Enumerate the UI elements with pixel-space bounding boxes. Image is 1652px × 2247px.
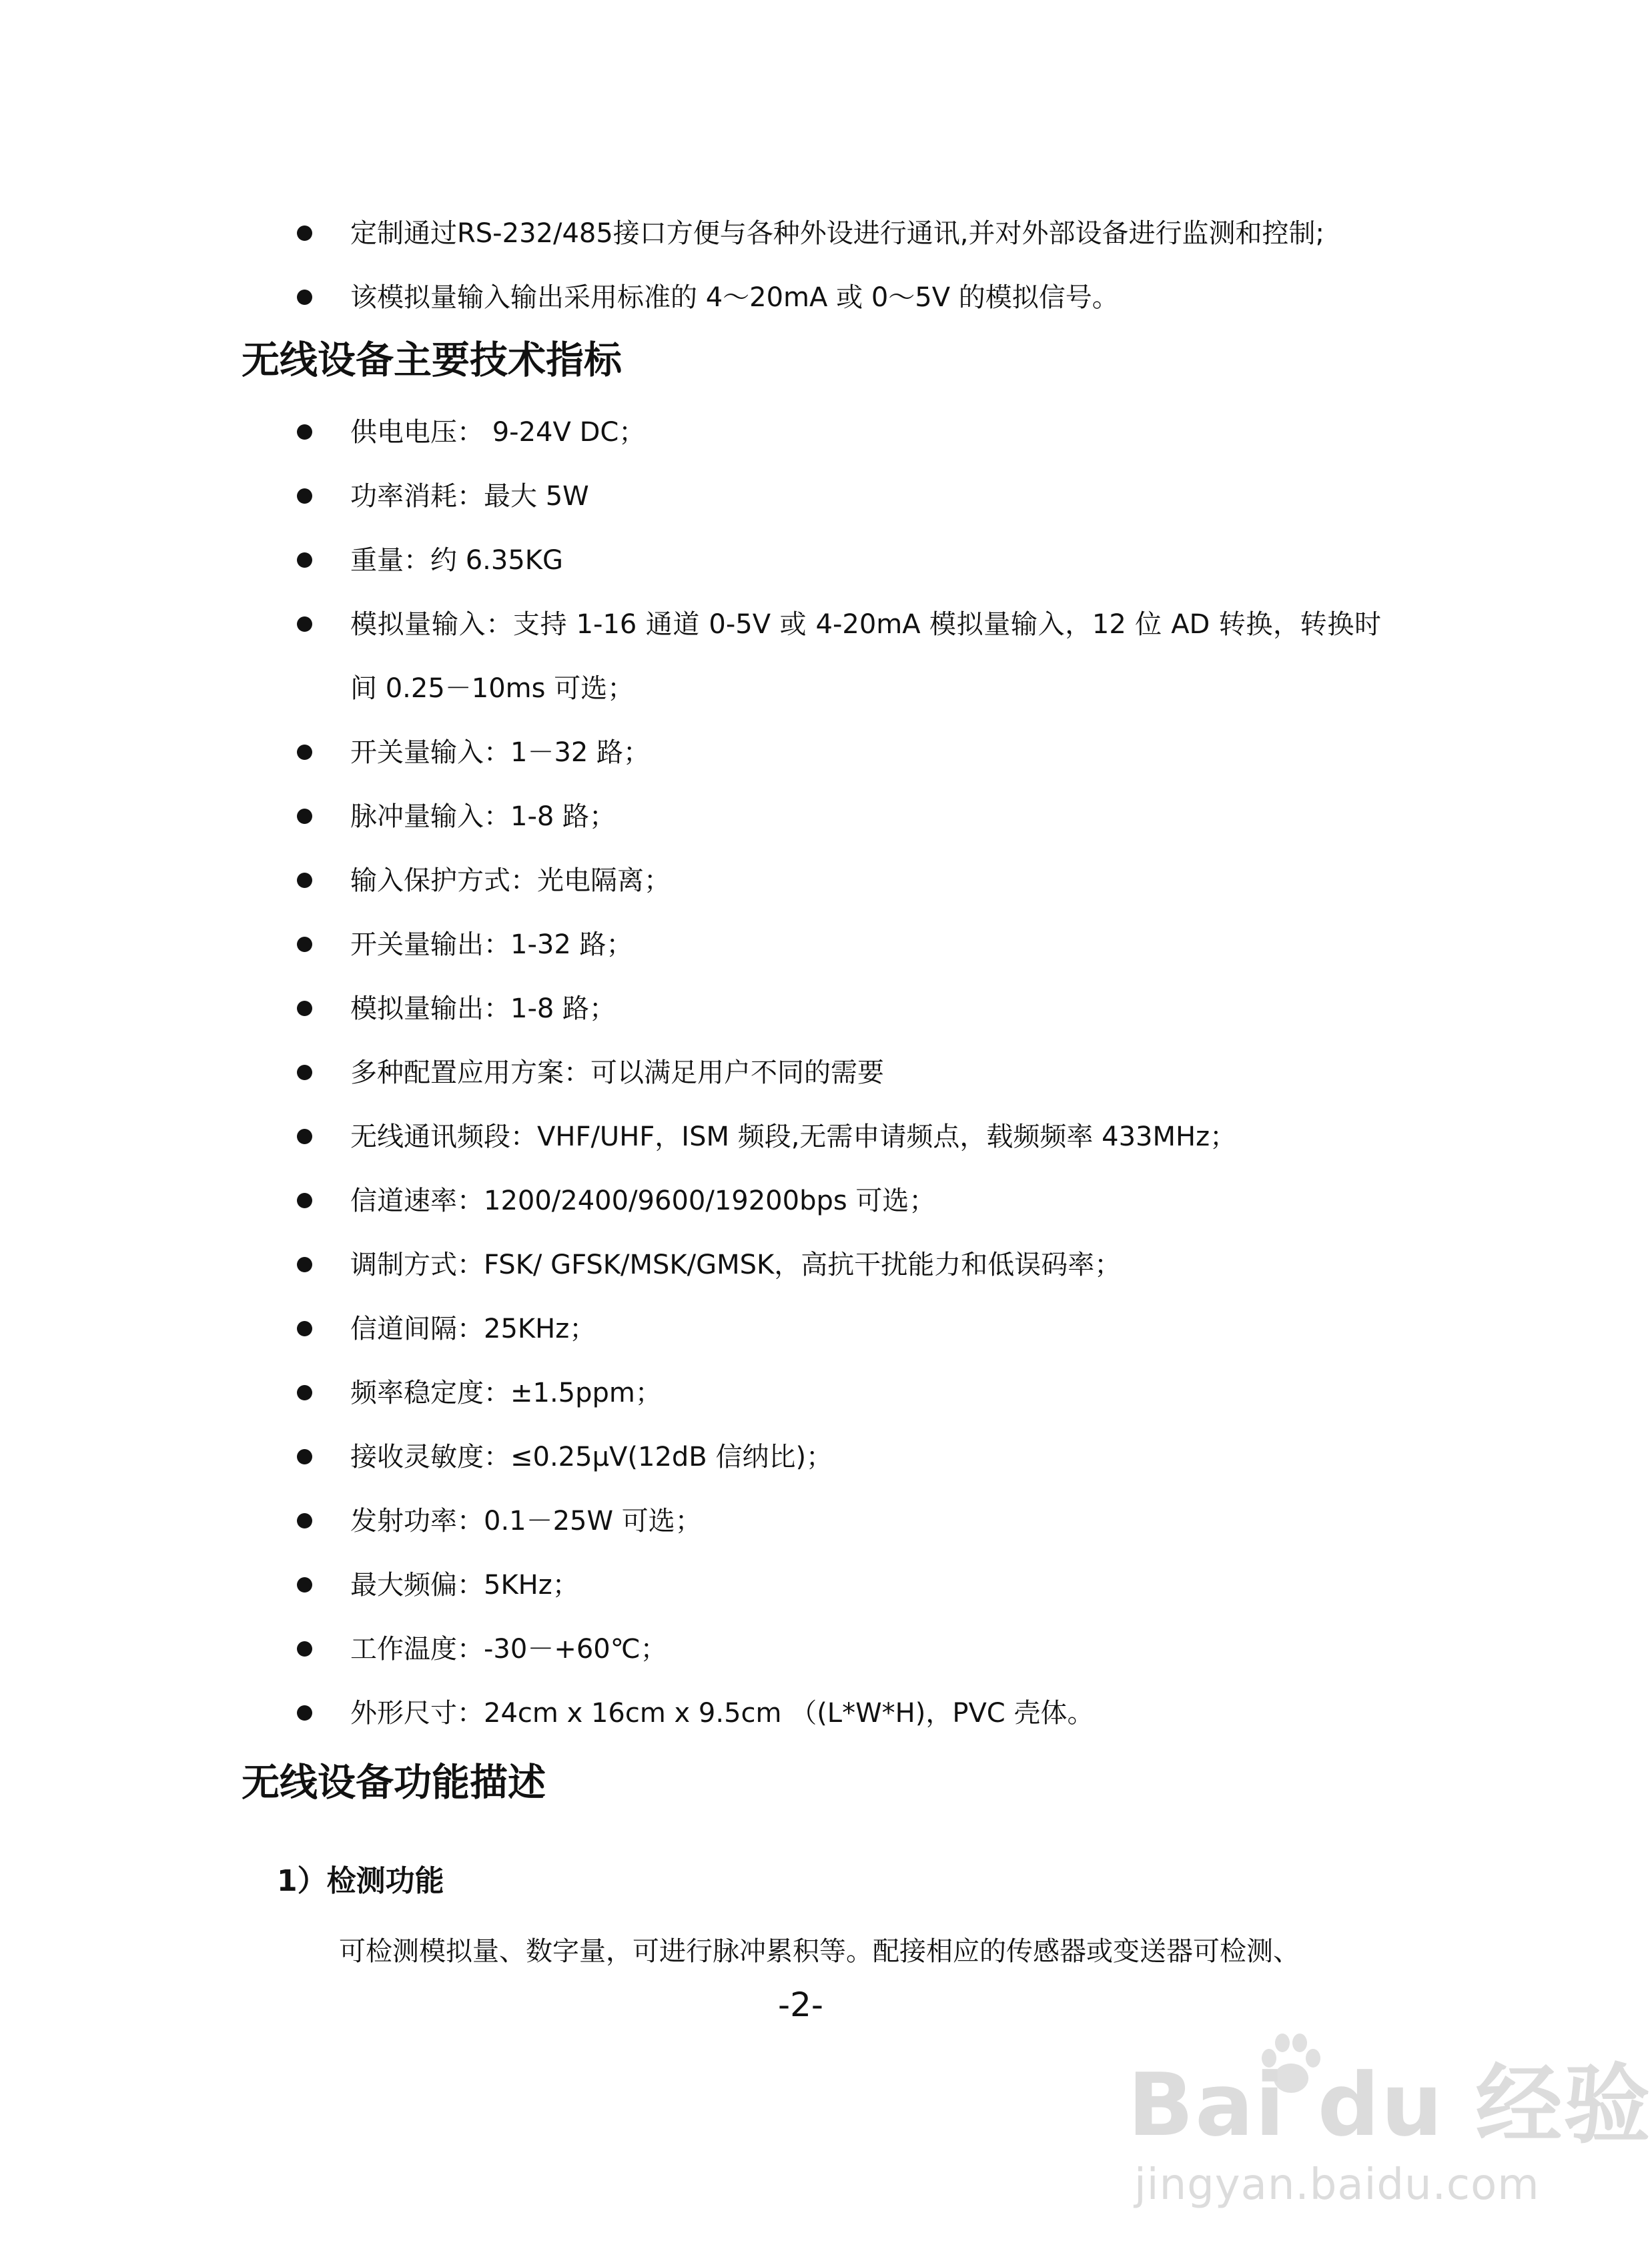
list-item <box>287 913 1381 977</box>
list-item <box>287 1489 1381 1553</box>
list-item <box>287 1361 1381 1425</box>
list-item-text: 定制通过RS-232/485接口方便与各种外设进行通讯,并对外部设备进行监测和控制; <box>350 218 1324 249</box>
list-item <box>287 1681 1381 1745</box>
bullet-icon <box>297 290 312 305</box>
bullet-icon <box>297 1385 312 1400</box>
list-item <box>287 785 1381 849</box>
list-item-text: 模拟量输入：支持 1-16 通道 0-5V 或 4-20mA 模拟量输入，12 位 AD 转换，转换时 <box>350 609 1381 640</box>
body-paragraph: 可检测模拟量、数字量，可进行脉冲累积等。配接相应的传感器或变送器可检测、 <box>339 1936 1300 1967</box>
bullet-icon <box>297 873 312 888</box>
list-item-text: 开关量输入：1－32 路； <box>350 737 651 768</box>
bullet-icon <box>297 1705 312 1721</box>
list-item-text: 信道速率：1200/2400/9600/19200bps 可选； <box>350 1186 936 1216</box>
list-item-text: 调制方式：FSK/ GFSK/MSK/GMSK，高抗干扰能力和低误码率； <box>350 1250 1122 1280</box>
subsection-heading-detection: 1）检测功能 <box>277 1864 444 1898</box>
bullet-icon <box>297 424 312 440</box>
list-item-text-continued: 间 0.25－10ms 可选； <box>350 673 635 704</box>
bullet-icon <box>297 1577 312 1593</box>
list-item <box>287 1425 1381 1489</box>
list-item <box>287 1233 1381 1297</box>
list-item <box>287 592 1381 721</box>
bullet-icon <box>297 937 312 952</box>
list-item <box>287 1041 1381 1105</box>
list-item-text: 输入保护方式：光电隔离； <box>350 865 671 896</box>
list-item-text: 接收灵敏度：≤0.25μV(12dB 信纳比)； <box>350 1442 833 1472</box>
list-item-text: 功率消耗：最大 5W <box>350 481 589 512</box>
list-item <box>287 464 1381 528</box>
list-item-text: 发射功率：0.1－25W 可选； <box>350 1506 702 1536</box>
list-item-text: 重量：约 6.35KG <box>350 545 564 576</box>
bullet-icon <box>297 745 312 760</box>
list-item-text: 该模拟量输入输出采用标准的 4～20mA 或 0～5V 的模拟信号。 <box>350 282 1119 313</box>
list-item <box>287 201 1381 266</box>
list-item-text: 模拟量输出：1-8 路； <box>350 993 616 1024</box>
list-item <box>287 266 1381 330</box>
list-item <box>287 977 1381 1041</box>
specs-list <box>287 400 1381 1745</box>
top-bullet-list <box>287 201 1381 330</box>
list-item-text: 无线通讯频段：VHF/UHF，ISM 频段,无需申请频点，载频频率 433MHz； <box>350 1121 1237 1152</box>
bullet-icon <box>297 552 312 568</box>
list-item <box>287 400 1381 464</box>
list-item <box>287 1297 1381 1361</box>
bullet-icon <box>297 1321 312 1336</box>
list-item-text: 多种配置应用方案：可以满足用户不同的需要 <box>350 1057 884 1088</box>
list-item <box>287 849 1381 913</box>
list-item-text: 最大频偏：5KHz； <box>350 1570 579 1601</box>
bullet-icon <box>297 1257 312 1272</box>
watermark-url: jingyan.baidu.com <box>1134 2160 1540 2210</box>
list-item-text: 信道间隔：25KHz； <box>350 1314 596 1344</box>
bullet-icon <box>297 488 312 504</box>
bullet-icon <box>297 1001 312 1016</box>
watermark-brand: Bai du 经验 <box>1128 2054 1652 2156</box>
bullet-icon <box>297 809 312 824</box>
bullet-icon <box>297 226 312 241</box>
list-item-text: 脉冲量输入：1-8 路； <box>350 801 616 832</box>
list-item-text: 工作温度：-30－+60℃； <box>350 1634 667 1665</box>
list-item-text: 频率稳定度：±1.5ppm； <box>350 1378 662 1408</box>
bullet-icon <box>297 1065 312 1080</box>
bullet-icon <box>297 1193 312 1208</box>
list-item-text: 外形尺寸：24cm x 16cm x 9.5cm （(L*W*H)，PVC 壳体。 <box>350 1698 1094 1729</box>
bullet-icon <box>297 1513 312 1528</box>
bullet-icon <box>297 1129 312 1144</box>
list-item <box>287 1617 1381 1681</box>
bullet-icon <box>297 616 312 632</box>
section-heading-functions: 无线设备功能描述 <box>242 1761 546 1805</box>
list-item <box>287 721 1381 785</box>
baidu-watermark <box>1128 2028 1652 2228</box>
section-heading-specs: 无线设备主要技术指标 <box>242 338 622 382</box>
list-item <box>287 1105 1381 1169</box>
list-item <box>287 1553 1381 1617</box>
bullet-icon <box>297 1449 312 1464</box>
page-number: -2- <box>778 1985 823 2024</box>
bullet-icon <box>297 1641 312 1657</box>
list-item <box>287 1169 1381 1233</box>
list-item <box>287 528 1381 592</box>
list-item-text: 开关量输出：1-32 路； <box>350 929 633 960</box>
list-item-text: 供电电压： 9-24V DC； <box>350 417 646 448</box>
